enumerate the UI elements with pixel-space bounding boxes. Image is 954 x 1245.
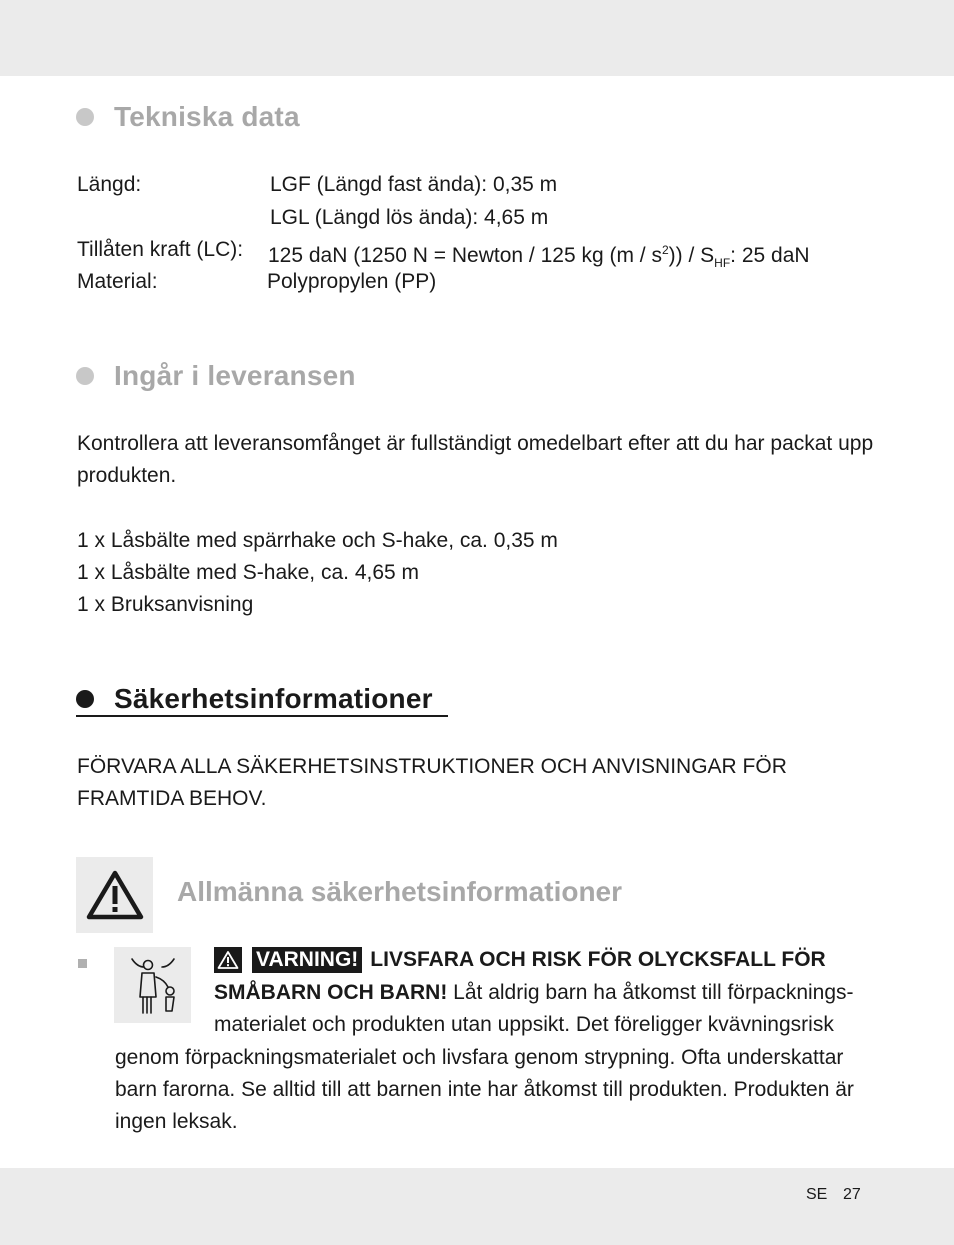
force-value-start: 125 daN (1250 N = Newton / 125 kg (m / s xyxy=(268,244,662,267)
material-label: Material: xyxy=(77,270,158,293)
safety-notice-line1: FÖRVARA ALLA SÄKERHETSINSTRUKTIONER OCH ANVISNINGAR FÖR xyxy=(77,755,787,778)
heading-bullet xyxy=(76,367,94,385)
warning-heading-2: SMÅBARN OCH BARN! xyxy=(214,981,448,1004)
heading-bullet xyxy=(76,690,94,708)
warning-line2 xyxy=(214,977,854,1009)
heading-ingar-i-leveransen xyxy=(76,360,356,392)
heading-text: Ingår i leveransen xyxy=(114,360,356,391)
heading-underline xyxy=(76,715,448,717)
length-label: Längd: xyxy=(77,173,142,196)
warning-badge: VARNING! xyxy=(252,947,362,973)
delivery-item: 1 x Låsbälte med spärrhake och S-hake, ca. 0,35 m xyxy=(77,529,558,552)
force-label: Tillåten kraft (LC): xyxy=(77,238,244,261)
general-safety-heading: Allmänna säkerhetsinformationer xyxy=(177,876,623,907)
warning-line3: materialet och produkten utan uppsikt. Det föreligger kvävningsrisk xyxy=(214,1013,834,1036)
force-sup: 2 xyxy=(661,243,669,257)
heading-bullet xyxy=(76,108,94,126)
child-hazard-icon xyxy=(114,947,191,1023)
warning-line4: genom förpackningsmaterialet och livsfara genom strypning. Ofta underskattar xyxy=(115,1046,844,1069)
page-number: 27 xyxy=(843,1186,861,1203)
warning-line5: barn farorna. Se alltid till att barnen inte har åtkomst till produkten. Produkten är xyxy=(115,1078,854,1101)
warning-heading-line xyxy=(214,944,826,976)
length-value-lgf: LGF (Längd fast ända): 0,35 m xyxy=(270,173,558,196)
delivery-item: 1 x Låsbälte med S-hake, ca. 4,65 m xyxy=(77,561,420,584)
warning-heading-1: LIVSFARA OCH RISK FÖR OLYCKSFALL FÖR xyxy=(370,948,826,971)
length-value-lgl: LGL (Längd lös ända): 4,65 m xyxy=(270,206,549,229)
material-value: Polypropylen (PP) xyxy=(267,270,437,293)
heading-text: Tekniska data xyxy=(114,101,300,132)
warning-line6: ingen leksak. xyxy=(115,1110,238,1133)
bottom-band xyxy=(0,1168,954,1245)
delivery-item: 1 x Bruksanvisning xyxy=(77,593,254,616)
heading-sakerhetsinformationer xyxy=(76,683,433,715)
warning-triangle-icon xyxy=(214,947,242,973)
warning-triangle-icon xyxy=(76,857,153,933)
safety-notice-line2: FRAMTIDA BEHOV. xyxy=(77,787,267,810)
top-band xyxy=(0,0,954,76)
force-sub: HF xyxy=(714,256,731,271)
force-value-end: : 25 daN xyxy=(730,244,810,267)
heading-tekniska-data xyxy=(76,101,300,133)
footer-lang: SE xyxy=(806,1186,828,1203)
force-value-mid: )) / S xyxy=(668,244,715,267)
delivery-intro: Kontrollera att leveransomfånget är fullständigt omedelbart efter att du har packat upp produkten. xyxy=(77,432,874,487)
warning-text-rest: Låt aldrig barn ha åtkomst till förpacknings- xyxy=(453,981,854,1004)
heading-text: Säkerhetsinformationer xyxy=(114,683,433,714)
square-bullet xyxy=(78,959,87,968)
